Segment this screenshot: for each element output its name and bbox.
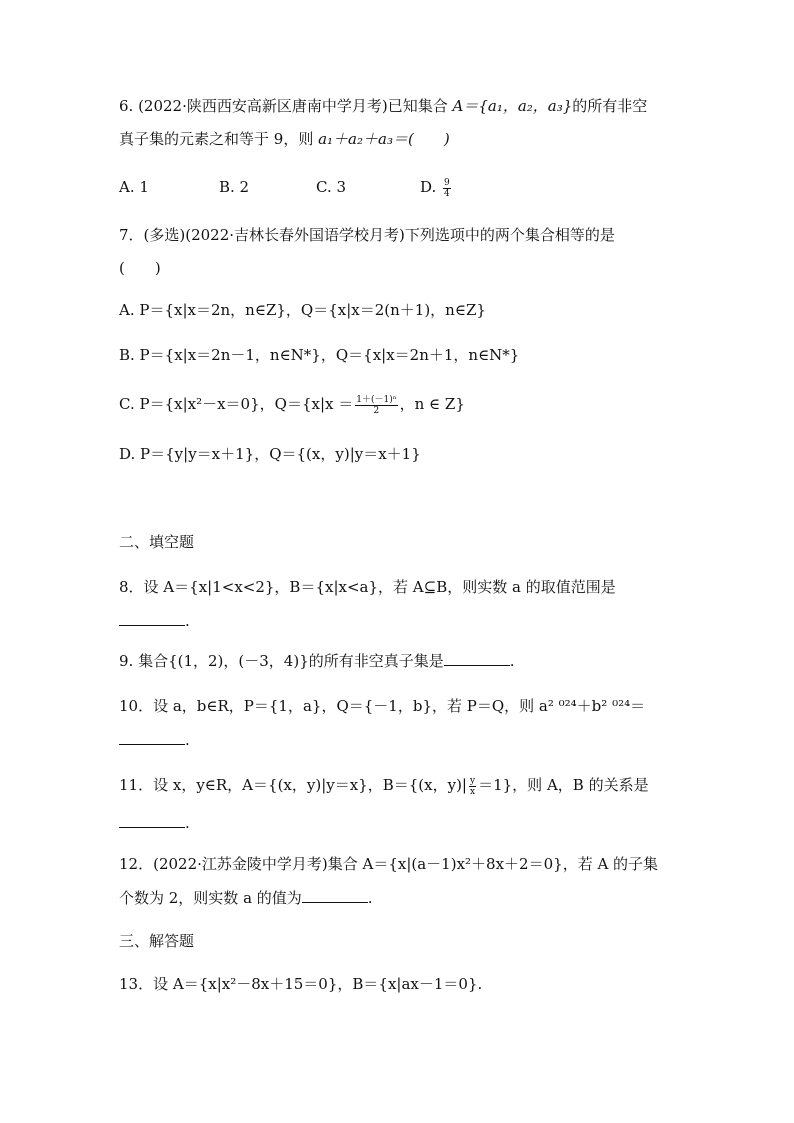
q6-option-a: A. 1 <box>119 178 149 196</box>
section-answer-heading: 三、解答题 <box>119 932 195 950</box>
q7-option-a: A. P＝{x|x＝2n，n∈Z}，Q＝{x|x＝2(n＋1)，n∈Z} <box>119 301 486 319</box>
q6-option-c: C. 3 <box>316 178 347 196</box>
q8-line1: 8．设 A＝{x|1<x<2}，B＝{x|x<a}，若 A⊆B，则实数 a 的取值范围是 <box>119 578 616 596</box>
q11-fraction: $\frac{y}{x}$ <box>470 775 476 797</box>
q11-line1: 11．设 x，y∈R，A＝{(x，y)|y＝x}，B＝{(x，y)| $\frac{y}{x}$ ＝1}，则 A，B 的关系是 <box>119 775 649 797</box>
q7-line2: ( ) <box>119 259 161 277</box>
q6-line2: 真子集的元素之和等于 9，则 a₁＋a₂＋a₃＝( ) <box>119 130 450 148</box>
q7-option-d: D. P＝{y|y＝x＋1}，Q＝{(x，y)|y＝x＋1} <box>119 445 421 463</box>
q13-line: 13．设 A＝{x|x²－8x＋15＝0}，B＝{x|ax－1＝0}. <box>119 975 483 993</box>
q6-option-b: B. 2 <box>219 178 250 196</box>
q7-option-c: C. P＝{x|x²－x＝0}，Q＝{x|x ＝ $\frac{\text{1＋(－1)ⁿ}}{2}$ ，n ∈ Z} <box>119 394 465 416</box>
q8-line2: . <box>119 610 190 632</box>
q10-answer-blank[interactable] <box>119 730 185 745</box>
q6-option-d: D. $\frac{9}{4}$ <box>420 177 450 199</box>
q9-line: 9. 集合{(1，2)，(－3，4)}的所有非空真子集是 . <box>119 652 515 670</box>
q10-line1: 10．设 a，b∈R，P＝{1，a}，Q＝{－1，b}，若 P＝Q，则 a² ⁰²⁴＋b² ⁰²⁴＝ <box>119 697 646 715</box>
q7-line1: 7．(多选)(2022·吉林长春外国语学校月考)下列选项中的两个集合相等的是 <box>119 226 615 244</box>
q12-answer-blank[interactable] <box>302 888 368 903</box>
q7-option-b: B. P＝{x|x＝2n－1，n∈N*}，Q＝{x|x＝2n＋1，n∈N*} <box>119 346 520 364</box>
q11-line2: . <box>119 812 190 834</box>
q6-option-d-fraction: $\frac{9}{4}$ <box>444 177 450 199</box>
q12-line1: 12．(2022·江苏金陵中学月考)集合 A＝{x|(a－1)x²＋8x＋2＝0}，若 A 的子集 <box>119 855 659 873</box>
q12-line2: 个数为 2，则实数 a 的值为 . <box>119 889 373 907</box>
q10-line2: . <box>119 729 190 751</box>
q11-answer-blank[interactable] <box>119 813 185 828</box>
section-fill-in-heading: 二、填空题 <box>119 533 195 551</box>
q7-option-c-fraction: $\frac{\text{1＋(－1)ⁿ}}{2}$ <box>356 394 397 416</box>
q8-answer-blank[interactable] <box>119 611 185 626</box>
q9-answer-blank[interactable] <box>444 651 510 666</box>
q6-line1: 6. (2022·陕西西安高新区唐南中学月考)已知集合 A＝{a₁，a₂，a₃}的所有非空 <box>119 97 648 115</box>
q6-options <box>119 176 453 199</box>
